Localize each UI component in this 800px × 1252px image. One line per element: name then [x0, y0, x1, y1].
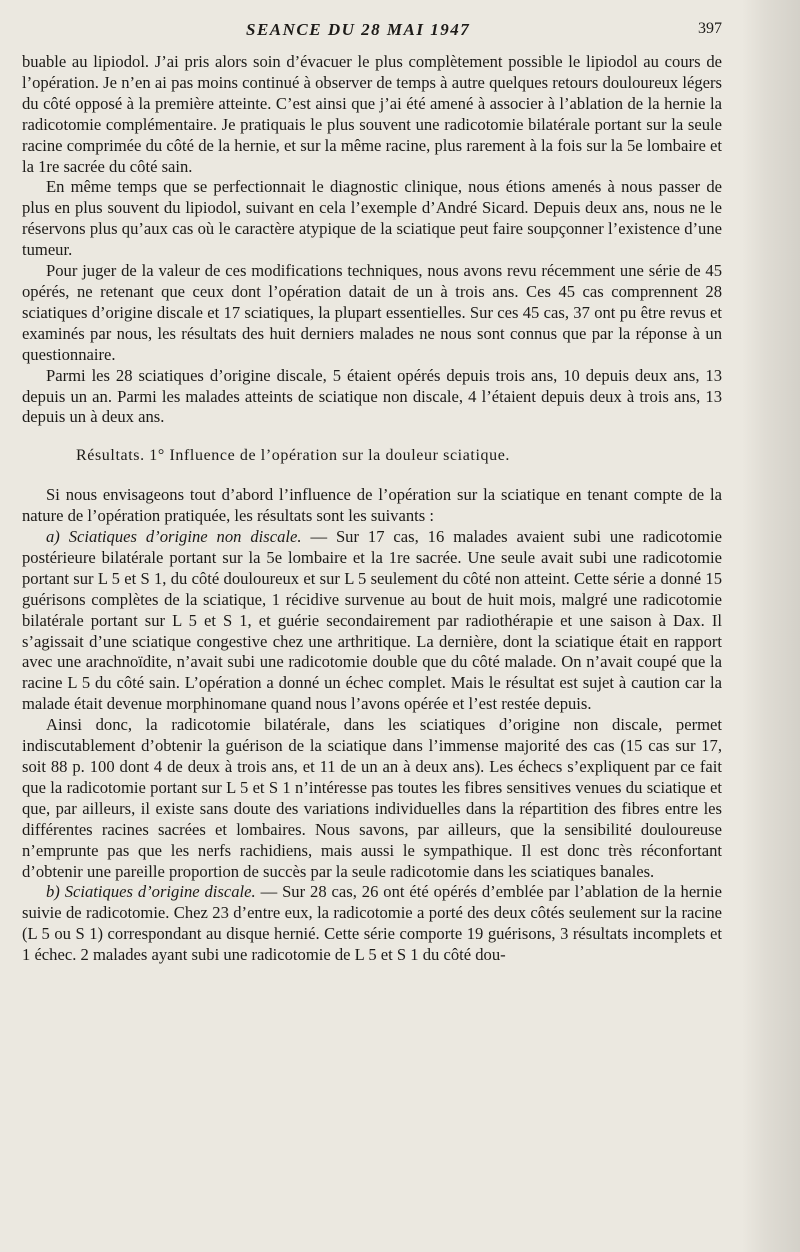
item-body: — Sur 28 cas, 26 ont été opérés d’emblée par l’ablation de la hernie suivie de radicotomie. Chez 23 d’entre eux, la radicotomie a porté des deux côtés seulement sur la racine (L 5 ou S 1) correspondant au disque hernié. Cette série comporte 19 guérisons, 3 résultats incomplets et 1 échec. 2 malades ayant subi une radicotomie de L 5 et S 1 du côté dou-: [22, 882, 722, 965]
item-title: Sciatiques d’origine non discale.: [68, 527, 302, 547]
item-label: b): [46, 882, 60, 902]
item-label: a): [46, 527, 60, 547]
body-text: [22, 52, 722, 966]
spacer: [22, 428, 722, 446]
paragraph: En même temps que se perfectionnait le diagnostic clinique, nous étions amenés à nous passer de plus en plus souvent du lipiodol, suivant en cela l’exemple d’André Sicard. Depuis deux ans, nous ne le réservons plus qu’aux cas où le caractère atypique de la sciatique peut faire soupçonner l’existence d’une tumeur.: [22, 177, 722, 260]
list-item-non-discal: [22, 527, 722, 715]
item-title: Sciatiques d’origine discale.: [64, 882, 256, 902]
paragraph: buable au lipiodol. J’ai pris alors soin d’évacuer le plus complètement possible le lipiodol au cours de l’opération. Je n’en ai pas moins continué à observer de temps à autre quelques retours douloureux légers du côté opposé à la première atteinte. C’est ainsi que j’ai été amené à associer à l’ablation de la hernie la radicotomie complémentaire. Je pratiquais le plus souvent une radicotomie bilatérale portant sur la seule racine comprimée du côté de la hernie, et sur la même racine, plus rarement à la fois sur la 5e lombaire et la 1re sacrée du côté sain.: [22, 52, 722, 176]
section-heading: Résultats. 1° Influence de l’opération sur la douleur sciatique.: [76, 447, 511, 465]
list-item-discal: [22, 882, 722, 966]
paragraph: Si nous envisageons tout d’abord l’influence de l’opération sur la sciatique en tenant compte de la nature de l’opération pratiquée, les résultats sont les suivants :: [22, 485, 722, 526]
paragraph: Ainsi donc, la radicotomie bilatérale, dans les sciatiques d’origine non discale, permet indiscutablement d’obtenir la guérison de la sciatique dans l’immense majorité des cas (15 cas sur 17, soit 88 p. 100 dont 4 de deux à trois ans, et 11 de un an à deux ans). Les échecs s’expliquent par ce fait que la radicotomie portant sur L 5 et S 1 n’intéresse pas toutes les fibres sensitives venues du sciatique et que, par ailleurs, il existe sans doute des variations individuelles dans la répartition des fibres entre les différentes racines sacrées et lombaires. Nous savons, par ailleurs, que la sensibilité douloureuse n’emprunte pas que les nerfs rachidiens, mais aussi le sympathique. Il est donc très réconfortant d’obtenir une pareille proportion de succès par la seule radicotomie dans les sciatiques banales.: [22, 715, 722, 881]
page-header: [22, 20, 722, 44]
item-body: — Sur 17 cas, 16 malades avaient subi une radicotomie postérieure bilatérale portant sur la 5e lombaire et la 1re sacrée. Une seule avait subi une radicotomie portant sur L 5 et S 1, du côté douloureux et sur L 5 seulement du côté non atteint. Cette série a donné 15 guérisons complètes de la sciatique, 1 récidive survenue au bout de huit mois, malgré une radicotomie bilatérale portant sur L 5 et S 1, et guérie secondairement par radiothérapie et une saison à Dax. Il s’agissait d’une sciatique congestive chez une arthritique. La dernière, dont la sciatique était en rapport avec une arachnoïdite, n’avait subi une radicotomie double que du côté malade. On n’avait coupé que la racine L 5 du côté sain. L’opération a donné un échec complet. Mais le résultat est sujet à caution car la malade était devenue morphinomane quand nous l’avons opérée et l’est restée depuis.: [22, 527, 723, 714]
paragraph: Pour juger de la valeur de ces modifications techniques, nous avons revu récemment une série de 45 opérés, ne retenant que ceux dont l’opération datait de un à trois ans. Ces 45 cas comprennent 28 sciatiques d’origine discale et 17 sciatiques, la plupart essentielles. Sur ces 45 cas, 37 ont pu être revus et examinés par nous, les résultats des huit derniers malades ne nous sont connus que par la réponse à un questionnaire.: [22, 261, 722, 364]
paragraph: Parmi les 28 sciatiques d’origine discale, 5 étaient opérés depuis trois ans, 10 depuis deux ans, 13 depuis un an. Parmi les malades atteints de sciatique non discale, 4 l’étaient depuis deux à trois ans, 13 depuis un à deux ans.: [22, 365, 722, 427]
running-title: SEANCE DU 28 MAI 1947: [246, 20, 471, 39]
spacer: [22, 467, 722, 485]
page-number: 397: [698, 20, 722, 37]
facing-page-bleed-shadow: [742, 0, 800, 1252]
